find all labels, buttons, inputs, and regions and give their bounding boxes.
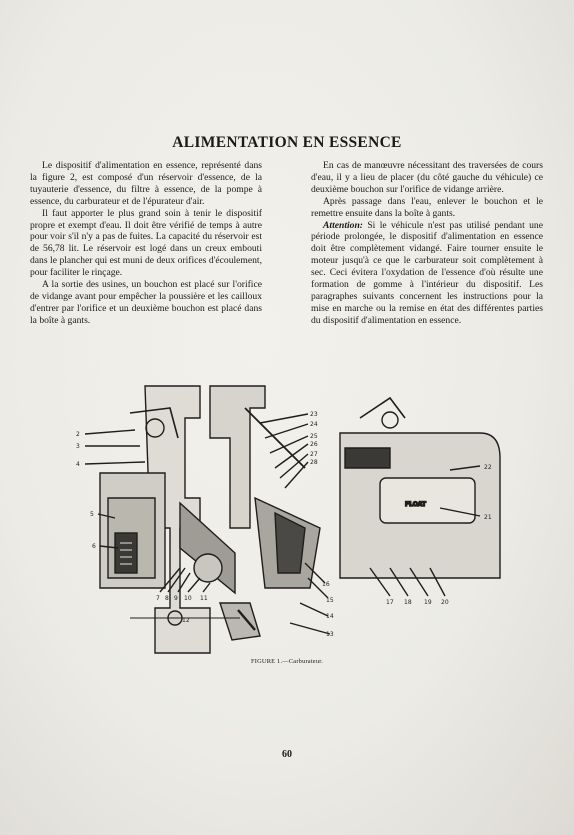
callout-18: 18: [404, 599, 412, 606]
callout-9: 9: [174, 595, 178, 602]
callout-2: 2: [76, 431, 80, 438]
callout-14: 14: [326, 613, 334, 620]
callout-27: 27: [310, 451, 318, 458]
callout-3: 3: [76, 443, 80, 450]
callout-10: 10: [184, 595, 192, 602]
callout-24: 24: [310, 421, 318, 428]
figure-caption: FIGURE 1.—Carburateur.: [250, 658, 324, 665]
callout-12: 12: [182, 617, 190, 624]
callout-20: 20: [441, 599, 449, 606]
callout-22: 22: [484, 464, 492, 471]
callout-16: 16: [322, 581, 330, 588]
callout-7: 7: [156, 595, 160, 602]
attention-text: Si le véhicule n'est pas utilisé pendant une période prolongée, le dispositif d'alimentation en essence doit être complètement vidangé. Faire tourner ensuite le moteur jusqu'à ce que le carburateur soit complètement à sec. Ceci évitera l'oxydation de l'essence d'où résulte une formation de gomme à l'intérieur du dispositif. Les paragraphes suivants concernent les instructions pour la mise en marche ou la remise en état des différentes parties du dispositif d'alimentation en essence.: [311, 219, 543, 326]
attention-label: Attention:: [323, 219, 363, 231]
right-paragraph-2: Après passage dans l'eau, enlever le bouchon et le remettre ensuite dans la boîte à gants.: [311, 195, 543, 219]
callout-17: 17: [386, 599, 394, 606]
callout-23: 23: [310, 411, 318, 418]
left-paragraph-2: Il faut apporter le plus grand soin à tenir le dispositif propre et exempt d'eau. Il doit être vérifié de temps à autre pour voir s'il n'y a pas de fuites. La capacité du réservoir est de 56,78 lit. Le réservoir est logé dans un creux embouti dans le plancher qui est muni de deux orifices d'écoulement, pour faciliter le rinçage.: [30, 207, 262, 279]
callout-5: 5: [90, 511, 94, 518]
right-paragraph-1: En cas de manœuvre nécessitant des traversées de cours d'eau, il y a lieu de placer (du côté gauche du véhicule) ce deuxième bouchon sur l'orifice de vidange arrière.: [311, 160, 543, 195]
callout-13: 13: [326, 631, 334, 638]
right-paragraph-3: [311, 220, 543, 327]
carburetor-figure: [60, 378, 520, 673]
left-paragraph-3: A la sortie des usines, un bouchon est placé sur l'orifice de vidange avant pour empêcher la poussière et les cailloux d'entrer par l'orifice et un deuxième bouchon est placé dans la boîte à gants.: [30, 279, 262, 326]
left-paragraph-1: Le dispositif d'alimentation en essence, représenté dans la figure 2, est composé d'un réservoir d'essence, de la tuyauterie d'essence, du filtre à essence, de la pompe à essence, du carburateur et de l'épurateur d'air.: [30, 160, 262, 207]
page-title: ALIMENTATION EN ESSENCE: [172, 134, 402, 151]
callout-28: 28: [310, 459, 318, 466]
left-column: [30, 160, 262, 327]
callout-4: 4: [76, 461, 80, 468]
callout-26: 26: [310, 441, 318, 448]
callout-19: 19: [424, 599, 432, 606]
right-column: [311, 160, 543, 327]
callout-21: 21: [484, 514, 492, 521]
callout-15: 15: [326, 597, 334, 604]
callout-8: 8: [165, 595, 169, 602]
callout-25: 25: [310, 433, 318, 440]
page-number: 60: [282, 749, 292, 760]
float-label: FLOAT: [405, 501, 426, 508]
callout-11: 11: [200, 595, 208, 602]
callout-6: 6: [92, 543, 96, 550]
